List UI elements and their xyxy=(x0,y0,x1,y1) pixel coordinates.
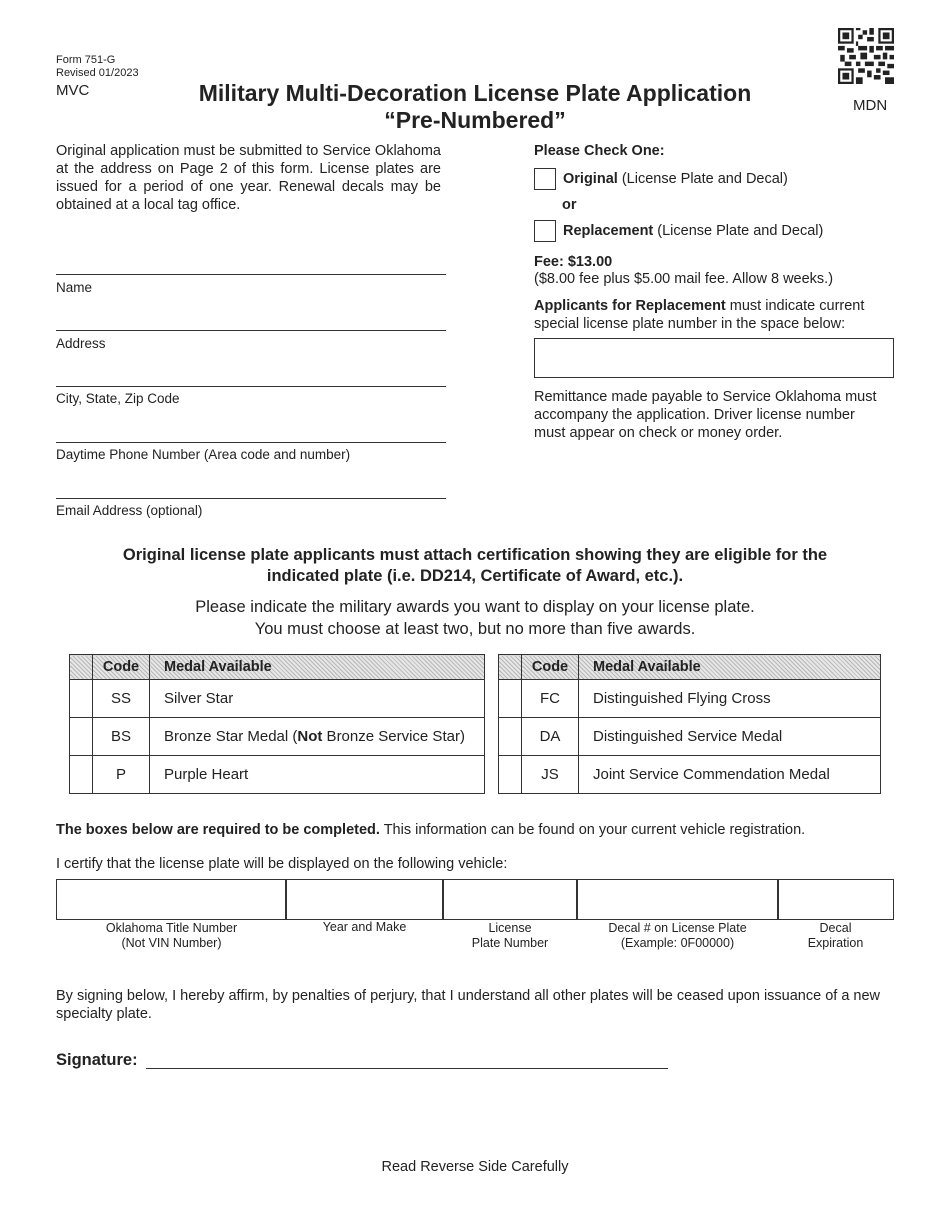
medal-name-post: Bronze Service Star) xyxy=(322,728,465,745)
plate-number-label xyxy=(442,921,578,951)
medal-code: P xyxy=(93,756,150,794)
medal-select-js[interactable] xyxy=(499,756,522,794)
medal-table-right xyxy=(498,654,881,794)
medal-name: Joint Service Commendation Medal xyxy=(579,756,881,794)
plate-number-label-1: License xyxy=(488,921,532,935)
replacement-note xyxy=(534,297,899,333)
decal-expiration-label-1: Decal xyxy=(819,921,852,935)
intro-text: Original application must be submitted to Service Oklahoma at the address on Page 2 of this form. License plates are issued for a period of one year. Renewal decals may be obtained at a local tag office. xyxy=(56,143,441,213)
plate-number-label-2: Plate Number xyxy=(471,936,549,950)
medal-name xyxy=(150,718,485,756)
or-text: or xyxy=(562,197,577,213)
medal-name-bold: Not xyxy=(297,728,323,745)
decal-number-label-2: (Example: 0F00000) xyxy=(620,936,735,950)
medal-name: Distinguished Service Medal xyxy=(579,718,881,756)
revised-date: Revised 01/2023 xyxy=(56,67,139,79)
select-header xyxy=(499,655,522,680)
plate-number-input[interactable] xyxy=(534,338,894,378)
medal-code: DA xyxy=(522,718,579,756)
plate-code: MDN xyxy=(853,97,888,114)
original-label-rest: (License Plate and Decal) xyxy=(617,171,788,187)
affirm-text: By signing below, I hereby affirm, by penalties of perjury, that I understand all other plates will be ceased upon issuance of a new specialty plate. xyxy=(56,988,881,1022)
city-state-zip-label: City, State, Zip Code xyxy=(56,391,180,406)
medal-code: BS xyxy=(93,718,150,756)
table-row xyxy=(70,680,485,718)
medal-select-p[interactable] xyxy=(70,756,93,794)
medal-select-fc[interactable] xyxy=(499,680,522,718)
title-number-label-1: Oklahoma Title Number xyxy=(105,921,238,935)
qr-code-icon xyxy=(838,28,894,84)
required-notice xyxy=(56,821,805,839)
page-subtitle: “Pre-Numbered” xyxy=(384,107,566,133)
replacement-note-bold: Applicants for Replacement xyxy=(534,298,726,314)
agency-code: MVC xyxy=(56,82,90,99)
required-notice-rest: This information can be found on your current vehicle registration. xyxy=(379,822,806,838)
certification-notice: Original license plate applicants must attach certification showing they are eligible for the indicated plate (i.e. DD214, Certificate of Award, etc.). xyxy=(122,546,828,585)
required-notice-bold: The boxes below are required to be completed. xyxy=(56,822,380,838)
phone-field[interactable] xyxy=(56,442,446,443)
medal-code: FC xyxy=(522,680,579,718)
decal-number-input[interactable] xyxy=(576,879,779,920)
email-label: Email Address (optional) xyxy=(56,503,203,518)
title-number-label-2: (Not VIN Number) xyxy=(121,936,222,950)
decal-number-label-1: Decal # on License Plate xyxy=(608,921,747,935)
decal-number-label xyxy=(576,921,779,951)
medal-name: Silver Star xyxy=(150,680,485,718)
plate-number-vehicle-input[interactable] xyxy=(442,879,578,920)
year-make-input[interactable] xyxy=(285,879,444,920)
title-number-label xyxy=(56,921,287,951)
signature-label: Signature: xyxy=(56,1051,138,1069)
code-header: Code xyxy=(93,655,150,680)
fee-label: Fee: $13.00 xyxy=(534,254,613,270)
year-make-label xyxy=(285,920,444,935)
form-number: Form 751-G xyxy=(56,54,116,66)
table-row xyxy=(499,680,881,718)
medal-header: Medal Available xyxy=(579,655,881,680)
decal-expiration-label-2: Expiration xyxy=(807,936,864,950)
year-make-label-1: Year and Make xyxy=(322,920,407,934)
replacement-label-rest: (License Plate and Decal) xyxy=(653,223,824,239)
page-title: Military Multi-Decoration License Plate Application xyxy=(198,80,752,106)
medal-header: Medal Available xyxy=(150,655,485,680)
medal-select-ss[interactable] xyxy=(70,680,93,718)
medal-name: Distinguished Flying Cross xyxy=(579,680,881,718)
certify-vehicle-text: I certify that the license plate will be displayed on the following vehicle: xyxy=(56,856,508,872)
awards-instruction-2: You must choose at least two, but no more than five awards. xyxy=(254,620,696,638)
decal-expiration-input[interactable] xyxy=(777,879,894,920)
original-checkbox[interactable] xyxy=(534,168,556,190)
name-field[interactable] xyxy=(56,274,446,275)
medal-table-left xyxy=(69,654,485,794)
table-row xyxy=(70,756,485,794)
original-label-bold: Original xyxy=(563,171,618,187)
address-field[interactable] xyxy=(56,330,446,331)
replacement-checkbox[interactable] xyxy=(534,220,556,242)
code-header: Code xyxy=(522,655,579,680)
table-row xyxy=(499,756,881,794)
medal-code: SS xyxy=(93,680,150,718)
replacement-label xyxy=(563,222,823,240)
replacement-note-rest: must indicate current special license plate number in the space below: xyxy=(534,298,865,332)
address-label: Address xyxy=(56,336,106,351)
original-label xyxy=(563,170,788,188)
table-row xyxy=(499,718,881,756)
check-heading: Please Check One: xyxy=(534,143,665,159)
decal-expiration-label xyxy=(777,921,894,951)
name-label: Name xyxy=(56,280,93,295)
replacement-label-bold: Replacement xyxy=(563,223,654,239)
medal-name: Purple Heart xyxy=(150,756,485,794)
medal-select-bs[interactable] xyxy=(70,718,93,756)
table-row xyxy=(70,718,485,756)
medal-name-pre: Bronze Star Medal ( xyxy=(164,728,298,745)
footer-note: Read Reverse Side Carefully xyxy=(381,1159,569,1175)
email-field[interactable] xyxy=(56,498,446,499)
city-state-zip-field[interactable] xyxy=(56,386,446,387)
medal-select-da[interactable] xyxy=(499,718,522,756)
title-number-input[interactable] xyxy=(56,879,287,920)
phone-label: Daytime Phone Number (Area code and number) xyxy=(56,447,351,462)
awards-instruction-1: Please indicate the military awards you want to display on your license plate. xyxy=(195,598,755,616)
fee-detail: ($8.00 fee plus $5.00 mail fee. Allow 8 weeks.) xyxy=(534,271,834,287)
medal-code: JS xyxy=(522,756,579,794)
select-header xyxy=(70,655,93,680)
remittance-text: Remittance made payable to Service Oklahoma must accompany the application. Driver license number must appear on check or money order. xyxy=(534,389,877,441)
signature-line[interactable] xyxy=(146,1068,668,1069)
